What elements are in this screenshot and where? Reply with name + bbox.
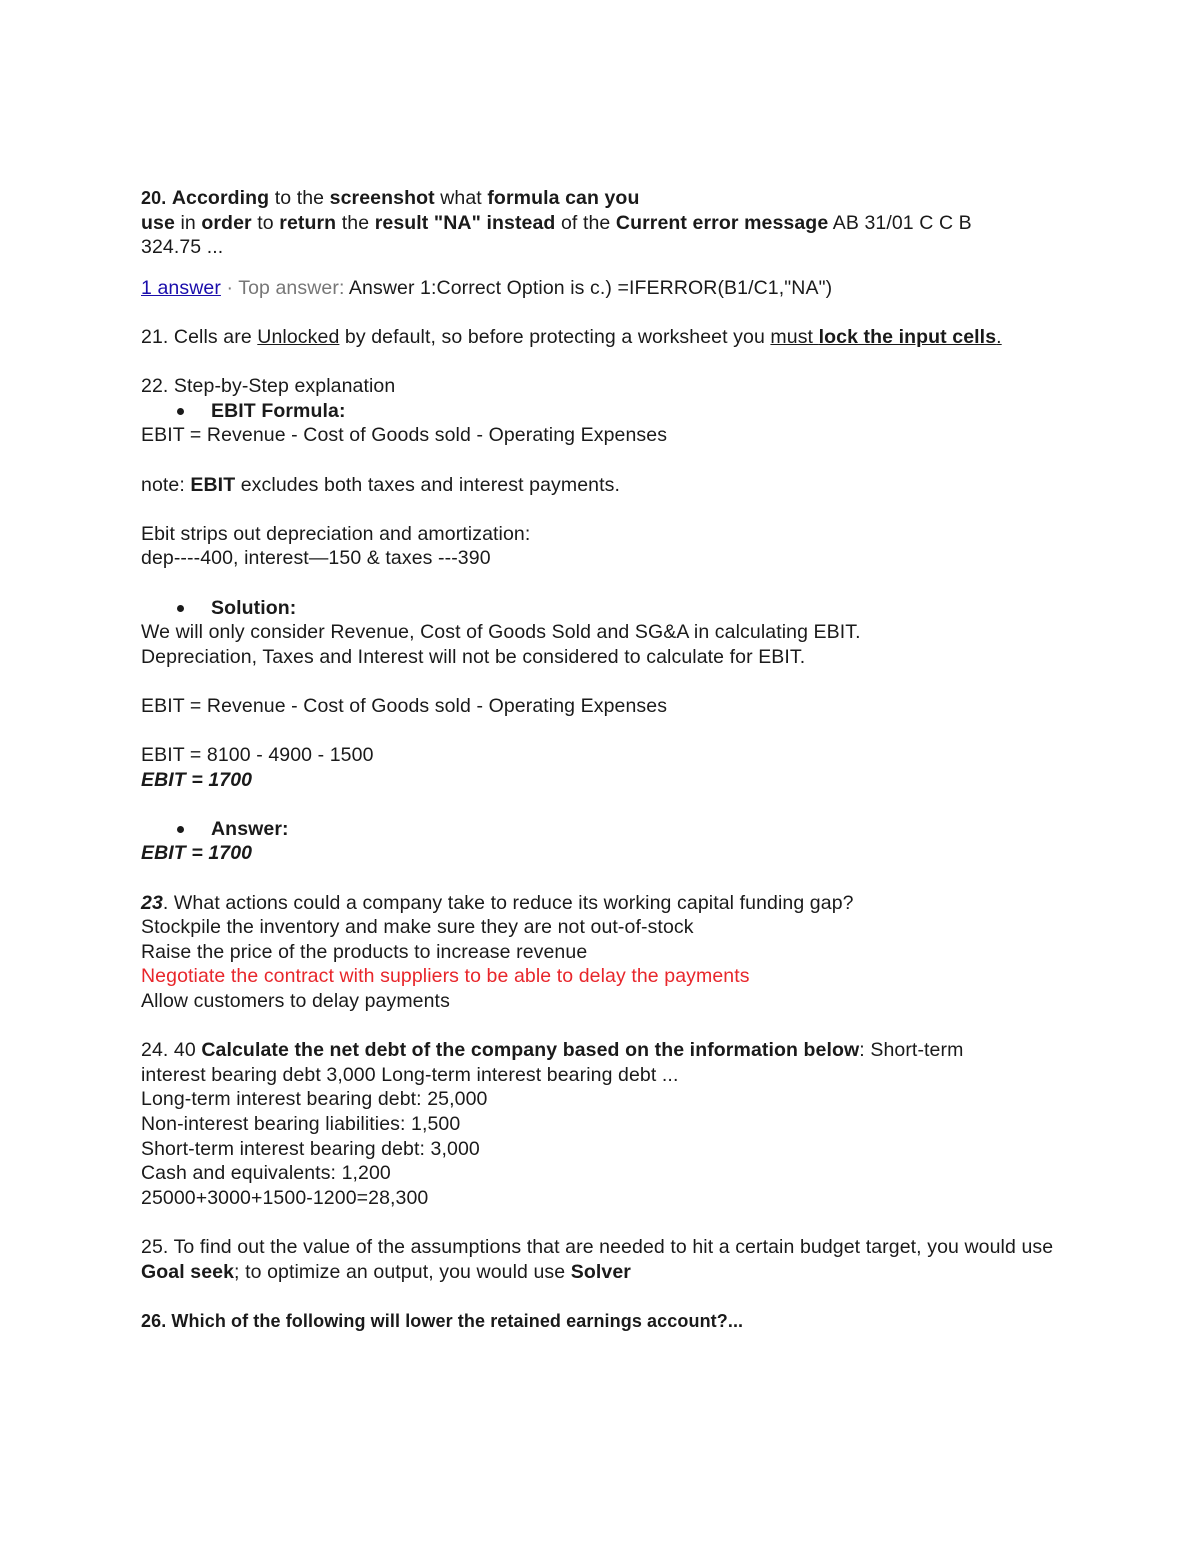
q23-option-1: Stockpile the inventory and make sure they are not out-of-stock: [141, 916, 694, 939]
q22-bullet-answer: Answer:: [141, 817, 1061, 842]
q22-solution-1: We will only consider Revenue, Cost of Goods Sold and SG&A in calculating EBIT.: [141, 621, 861, 644]
q22-bullet-ebit-formula: EBIT Formula:: [141, 399, 1061, 424]
q20-answer-line: 1 answer · Top answer: Answer 1:Correct Option is c.) =IFERROR(B1/C1,"NA"): [141, 276, 833, 299]
q22-formula-1: EBIT = Revenue - Cost of Goods sold - Operating Expenses: [141, 424, 668, 447]
q24-line-4: Non-interest bearing liabilities: 1,500: [141, 1112, 461, 1135]
q22-title: 22. Step-by-Step explanation: [141, 375, 396, 398]
q23-question: 23. What actions could a company take to reduce its working capital funding gap?: [141, 891, 854, 914]
q25-text: 25. To find out the value of the assumptions that are needed to hit a certain budget target, you would use Goal seek; to optimize an output, you would use Solver: [141, 1235, 1054, 1283]
q21-text: 21. Cells are Unlocked by default, so before protecting a worksheet you must lock the input cells.: [141, 325, 1002, 348]
q24-line-2: interest bearing debt 3,000 Long-term interest bearing debt ...: [141, 1063, 679, 1086]
q20-line-3: 324.75 ...: [141, 236, 224, 259]
q24-question: 24. 40 Calculate the net debt of the company based on the information below: Short-term: [141, 1039, 964, 1062]
q22-note: note: EBIT excludes both taxes and interest payments.: [141, 473, 620, 496]
document-body: [141, 186, 1061, 1333]
q22-strip-line: Ebit strips out depreciation and amortization:: [141, 522, 531, 545]
q22-solution-2: Depreciation, Taxes and Interest will not be considered to calculate for EBIT.: [141, 645, 806, 668]
q22-result-2: EBIT = 1700: [141, 842, 253, 865]
q20-line-1: 20. According to the screenshot what formula can you: [141, 187, 640, 209]
q22-formula-2: EBIT = Revenue - Cost of Goods sold - Operating Expenses: [141, 694, 668, 717]
q22-bullet-solution: Solution:: [141, 596, 1061, 621]
q22-strip-values: dep----400, interest—150 & taxes ---390: [141, 547, 491, 570]
q24-line-5: Short-term interest bearing debt: 3,000: [141, 1137, 480, 1160]
q23-option-4: Allow customers to delay payments: [141, 990, 450, 1012]
q23-option-2: Raise the price of the products to increase revenue: [141, 940, 588, 963]
q24-calculation: 25000+3000+1500-1200=28,300: [141, 1186, 429, 1209]
q24-line-3: Long-term interest bearing debt: 25,000: [141, 1088, 488, 1111]
q26-question: 26. Which of the following will lower the retained earnings account?...: [141, 1310, 744, 1331]
q22-result-1: EBIT = 1700: [141, 768, 253, 791]
answer-count-link[interactable]: 1 answer: [141, 276, 221, 299]
q24-line-6: Cash and equivalents: 1,200: [141, 1162, 391, 1185]
q23-option-3-correct: Negotiate the contract with suppliers to be able to delay the payments: [141, 965, 750, 988]
q20-line-2: use in order to return the result "NA" instead of the Current error message AB 31/01 C C B: [141, 211, 972, 234]
q22-calculation: EBIT = 8100 - 4900 - 1500: [141, 744, 374, 767]
